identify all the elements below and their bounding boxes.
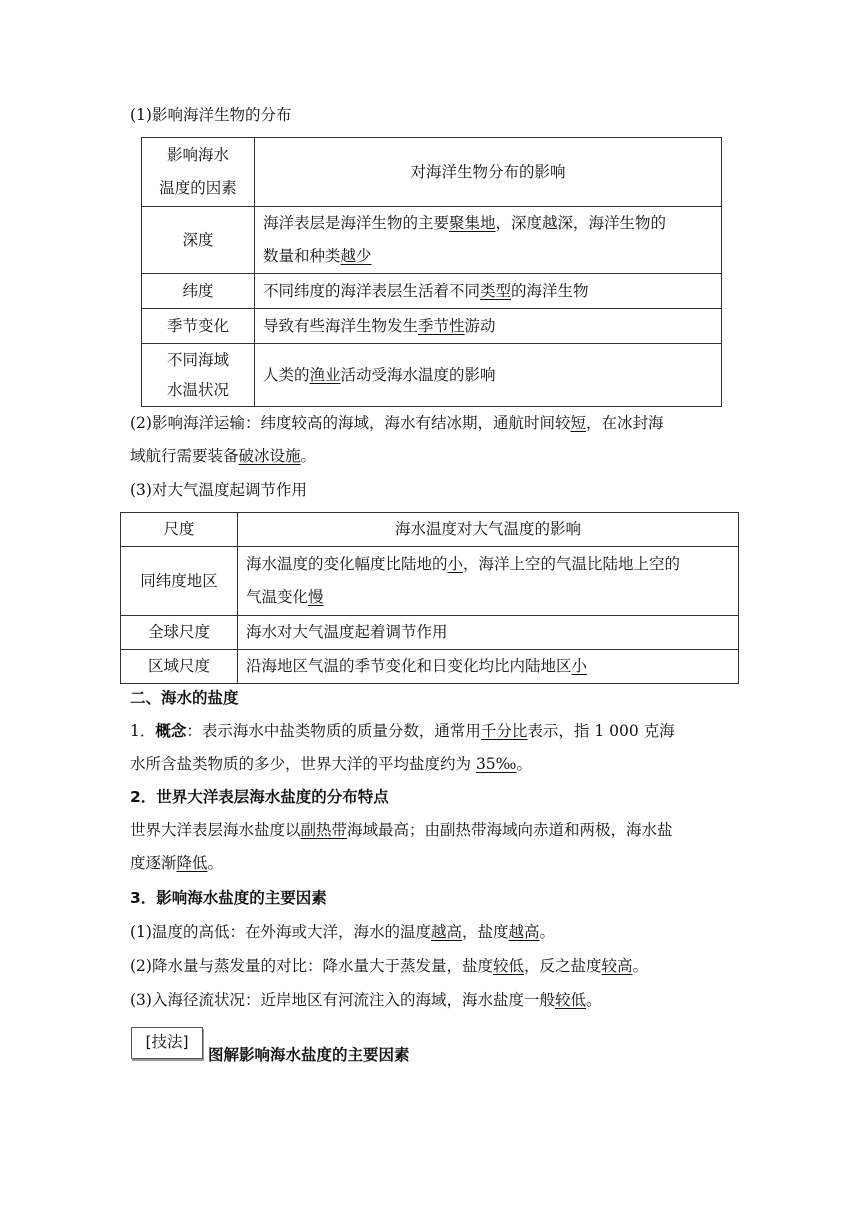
table1-cell-depth: 海洋表层是海洋生物的主要聚集地，深度越深，海洋生物的 数量和种类越少 (255, 207, 722, 274)
table2-header-scale: 尺度 (121, 513, 238, 547)
table-atmosphere (120, 512, 739, 684)
concept-line1: 1．概念：表示海水中盐类物质的质量分数，通常用千分比表示，指 1 000 克海 (130, 722, 675, 740)
table2-key-regional: 区域尺度 (121, 650, 238, 684)
section-salinity-heading: 二、海水的盐度 (130, 689, 239, 707)
factors-heading: 3．影响海水盐度的主要因素 (130, 889, 327, 907)
table2-key-same-latitude: 同纬度地区 (121, 547, 238, 616)
table2-key-global: 全球尺度 (121, 616, 238, 650)
tip-badge: [技法] (131, 1027, 203, 1059)
distribution-line2: 度逐渐降低。 (130, 854, 224, 872)
table2-cell-global: 海水对大气温度起着调节作用 (238, 616, 739, 650)
table1-key-region: 不同海域 水温状况 (142, 344, 255, 407)
section-3-title: (3)对大气温度起调节作用 (130, 481, 307, 499)
table1-key-latitude: 纬度 (142, 274, 255, 309)
factor-temperature: (1)温度的高低：在外海或大洋，海水的温度越高，盐度越高。 (130, 923, 556, 941)
table2-cell-same-latitude: 海水温度的变化幅度比陆地的小，海洋上空的气温比陆地上空的 气温变化慢 (238, 547, 739, 616)
table2-cell-regional: 沿海地区气温的季节变化和日变化均比内陆地区小 (238, 650, 739, 684)
concept-line2: 水所含盐类物质的多少，世界大洋的平均盐度约为 35‰。 (130, 755, 532, 773)
factor-runoff: (3)入海径流状况：近岸地区有河流注入的海域，海水盐度一般较低。 (130, 991, 602, 1009)
distribution-heading: 2．世界大洋表层海水盐度的分布特点 (130, 788, 389, 806)
table-sea-life (141, 137, 722, 407)
table1-cell-season: 导致有些海洋生物发生季节性游动 (255, 309, 722, 344)
table1-header-factor: 影响海水 温度的因素 (142, 138, 255, 207)
table1-cell-latitude: 不同纬度的海洋表层生活着不同类型的海洋生物 (255, 274, 722, 309)
section-2-line1: (2)影响海洋运输：纬度较高的海域，海水有结冰期，通航时间较短，在冰封海 (130, 414, 664, 432)
table2-header-effect: 海水温度对大气温度的影响 (238, 513, 739, 547)
tip-title: 图解影响海水盐度的主要因素 (208, 1046, 410, 1064)
table1-header-effect: 对海洋生物分布的影响 (255, 138, 722, 207)
factor-precipitation: (2)降水量与蒸发量的对比：降水量大于蒸发量，盐度较低，反之盐度较高。 (130, 957, 649, 975)
section-2-line2: 域航行需要装备破冰设施。 (130, 447, 317, 465)
table1-key-depth: 深度 (142, 207, 255, 274)
table1-key-season: 季节变化 (142, 309, 255, 344)
distribution-line1: 世界大洋表层海水盐度以副热带海域最高；由副热带海域向赤道和两极，海水盐 (130, 821, 673, 839)
table1-cell-region: 人类的渔业活动受海水温度的影响 (255, 344, 722, 407)
section-1-title: (1)影响海洋生物的分布 (130, 106, 292, 124)
